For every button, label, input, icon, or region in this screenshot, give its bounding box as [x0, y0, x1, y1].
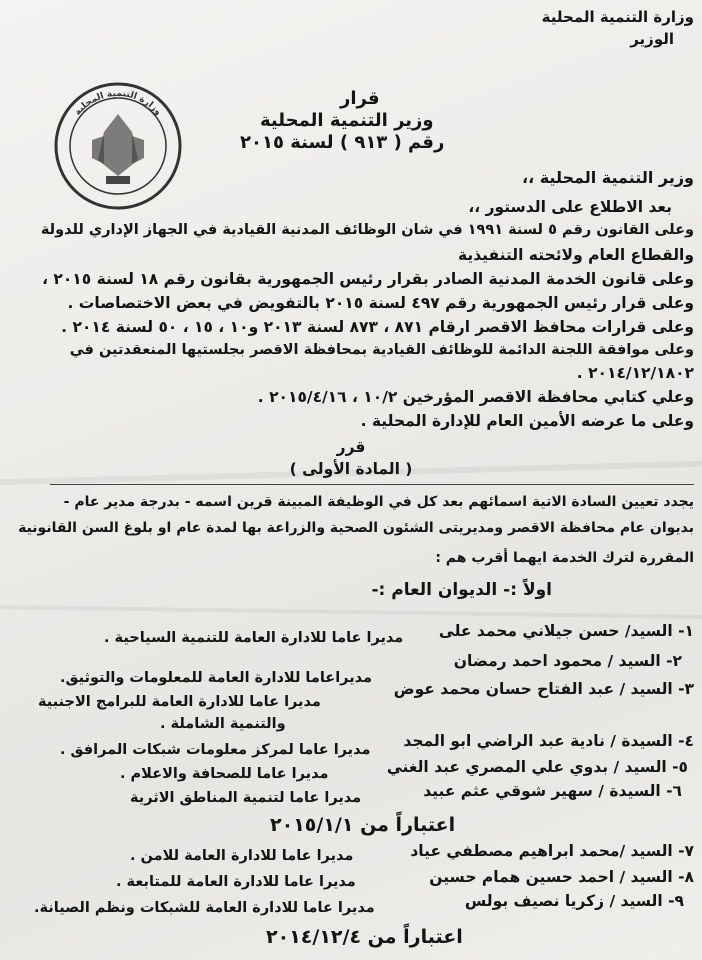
effective-date-2: اعتباراً من ٢٠١٤/١٢/٤: [266, 926, 463, 948]
preamble-line: وعلى قانون الخدمة المدنية الصادر بقرار رئيس الجمهورية بقانون رقم ١٨ لسنة ٢٠١٥ ،: [42, 270, 694, 288]
section-heading: اولاً :- الديوان العام :-: [371, 580, 552, 600]
appointee-post: والتنمية الشاملة .: [160, 716, 286, 732]
preamble-line: وعلى ما عرضه الأمين العام للإدارة المحلية .: [360, 412, 694, 430]
appointee-post: مديرا عاما لتنمية المناطق الاثرية: [130, 790, 362, 806]
official-seal-icon: [52, 80, 184, 212]
effective-date-1: اعتباراً من ٢٠١٥/١/١: [270, 814, 456, 836]
appointee-name: ٥- السيد / بدوي علي المصري عبد الغني: [386, 758, 688, 776]
appointee-name: ٧- السيد /محمد ابراهيم مصطفي عياد: [410, 842, 694, 860]
appointee-post: مديرا عاما للصحافة والاعلام .: [120, 766, 329, 782]
appointee-post: مديرا عاما للادارة العامة للبرامج الاجنبية: [38, 694, 321, 710]
appointee-post: مديراعاما للادارة العامة للمعلومات والتوثيق.: [60, 670, 372, 686]
minister-header: الوزير: [630, 30, 674, 48]
appointee-post: مديرا عاما للادارة العامة للمتابعة .: [116, 874, 356, 890]
preamble-line: وعلى قرارات محافظ الاقصر ارقام ٨٧١ ، ٨٧٣ لسنة ٢٠١٣ و١٠ ، ١٥ ، ٥٠ لسنة ٢٠١٤ .: [61, 318, 694, 336]
divider: [50, 484, 694, 485]
preamble-line: ٢٠١٤/١٢/١٨٠٢ .: [576, 364, 694, 382]
appointee-name: ٣- السيد / عبد الفتاح حسان محمد عوض: [393, 680, 694, 698]
decision-number: رقم ( ٩١٣ ) لسنة ٢٠١٥: [240, 132, 445, 153]
decree-line: يجدد تعيين السادة الاتية اسمائهم بعد كل في الوظيفة المبينة قرين اسمه - بدرجة مدير عام -: [63, 494, 694, 510]
preamble-line: وعلى القانون رقم ٥ لسنة ١٩٩١ في شان الوظائف المدنية القيادية في الجهاز الإداري للدولة: [40, 222, 694, 238]
appointee-post: مديرا عاما لمركز معلومات شبكات المرافق .: [60, 742, 371, 758]
appointee-name: ٤- السيدة / نادية عبد الراضي ابو المجد: [403, 732, 694, 750]
preamble-line: بعد الاطلاع على الدستور ،،: [468, 198, 672, 216]
appointee-name: ٦- السيدة / سهير شوقي عثم عبيد: [423, 782, 682, 800]
paper-crease: [0, 605, 702, 619]
decree-word: قرر: [336, 438, 366, 456]
preamble-line: وعلى قرار رئيس الجمهورية رقم ٤٩٧ لسنة ٢٠١٥ بالتفويض في بعض الاختصاصات .: [67, 294, 694, 312]
appointee-name: ٢- السيد / محمود احمد رمضان: [453, 652, 682, 670]
decree-line: المقررة لترك الخدمة ايهما أقرب هم :: [435, 550, 694, 566]
decision-issuer: وزير التنمية المحلية: [260, 110, 434, 131]
preamble-line: وعلى موافقة اللجنة الدائمة للوظائف القيادية بمحافظة الاقصر بجلستيها المنعقدتين في: [69, 342, 694, 358]
addressee: وزير التنمية المحلية ،،: [521, 168, 694, 187]
appointee-post: مديرا عاما للادارة العامة للتنمية السياحية .: [104, 630, 404, 646]
seal-text: وزارة التنمية المحلية: [72, 88, 164, 118]
appointee-post: مديرا عاما للادارة العامة للشبكات ونظم الصيانة.: [34, 900, 375, 916]
appointee-post: مديرا عاما للادارة العامة للامن .: [130, 848, 354, 864]
appointee-name: ١- السيد/ حسن جيلاني محمد على: [438, 622, 694, 640]
decree-line: بديوان عام محافظة الاقصر ومديريتى الشئون الصحية والزراعة بها لمدة عام او بلوغ السن القانونية: [18, 520, 694, 536]
preamble-line: والقطاع العام ولائحته التنفيذية: [457, 246, 694, 264]
ministry-header: وزارة التنمية المحلية: [541, 8, 694, 26]
appointee-name: ٩- السيد / زكريا نصيف بولس: [464, 892, 684, 910]
appointee-name: ٨- السيد / احمد حسين همام حسين: [429, 868, 694, 886]
preamble-line: وعلي كتابي محافظة الاقصر المؤرخين ١٠/٢ ، ٢٠١٥/٤/١٦ .: [257, 388, 694, 406]
article-heading: ( المادة الأولى ): [289, 460, 413, 478]
decision-title: قرار: [340, 88, 380, 109]
